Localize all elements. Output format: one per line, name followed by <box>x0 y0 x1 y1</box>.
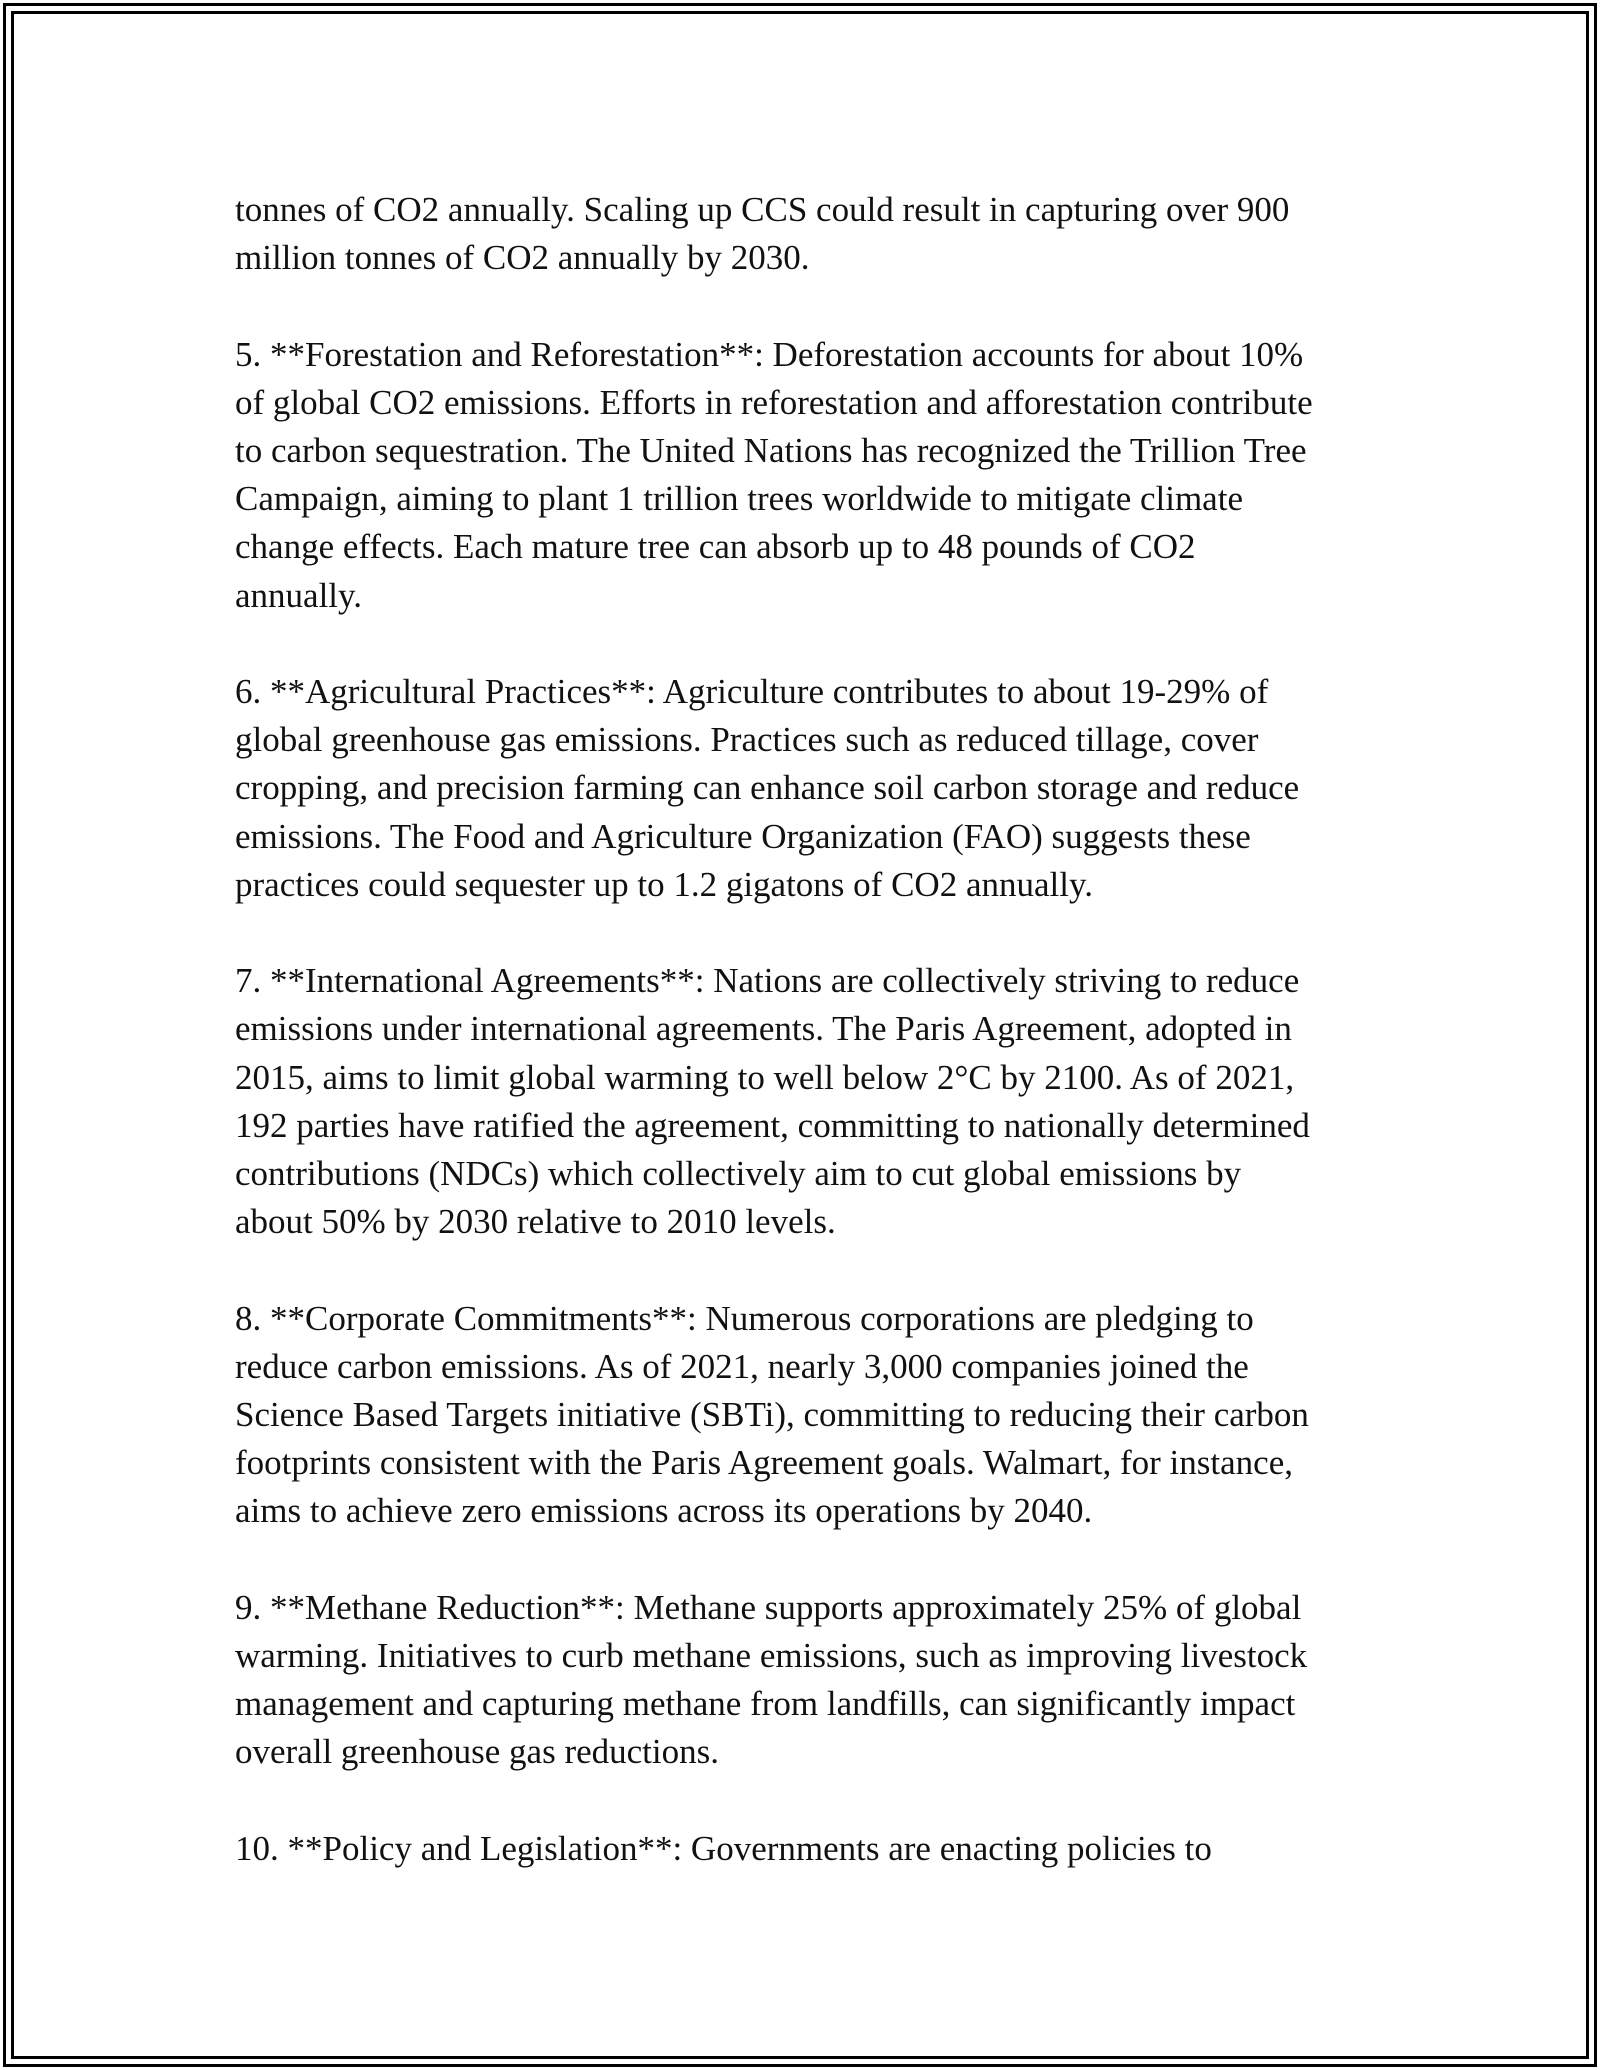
paragraph-methane-reduction: 9. **Methane Reduction**: Methane supports approximately 25% of global warming. Initiatives to curb methane emissions, such as improving livestock management and capturing methane from landfills, can significantly impact overall greenhouse gas reductions. <box>235 1587 1308 1772</box>
paragraph-corporate-commitments: 8. **Corporate Commitments**: Numerous corporations are pledging to reduce carbon emissions. As of 2021, nearly 3,000 companies joined the Science Based Targets initiative (SBTi), committing to reducing their carbon footprints consistent with the Paris Agreement goals. Walmart, for instance, aims to achieve zero emissions across its operations by 2040. <box>235 1298 1309 1531</box>
document-body <box>235 186 1390 1921</box>
paragraph-policy-legislation: 10. **Policy and Legislation**: Governments are enacting policies to <box>235 1828 1212 1868</box>
paragraph-agricultural-practices: 6. **Agricultural Practices**: Agriculture contributes to about 19-29% of global greenhouse gas emissions. Practices such as reduced tillage, cover cropping, and precision farming can enhance soil carbon storage and reduce emissions. The Food and Agriculture Organization (FAO) suggests these practices could sequester up to 1.2 gigatons of CO2 annually. <box>235 672 1300 904</box>
paragraph-forestation: 5. **Forestation and Reforestation**: Deforestation accounts for about 10% of global CO2 emissions. Efforts in reforestation and afforestation contribute to carbon sequestration. The United Nations has recognized the Trillion Tree Campaign, aiming to plant 1 trillion trees worldwide to mitigate climate change effects. Each mature tree can absorb up to 48 pounds of CO2 annually. <box>235 334 1313 615</box>
paragraph-ccs-continuation: tonnes of CO2 annually. Scaling up CCS could result in capturing over 900 million tonnes of CO2 annually by 2030. <box>235 190 1290 278</box>
paragraph-international-agreements: 7. **International Agreements**: Nations are collectively striving to reduce emissions under international agreements. The Paris Agreement, adopted in 2015, aims to limit global warming to well below 2°C by 2100. As of 2021, 192 parties have ratified the agreement, committing to nationally determined contributions (NDCs) which collectively aim to cut global emissions by about 50% by 2030 relative to 2010 levels. <box>235 961 1310 1242</box>
